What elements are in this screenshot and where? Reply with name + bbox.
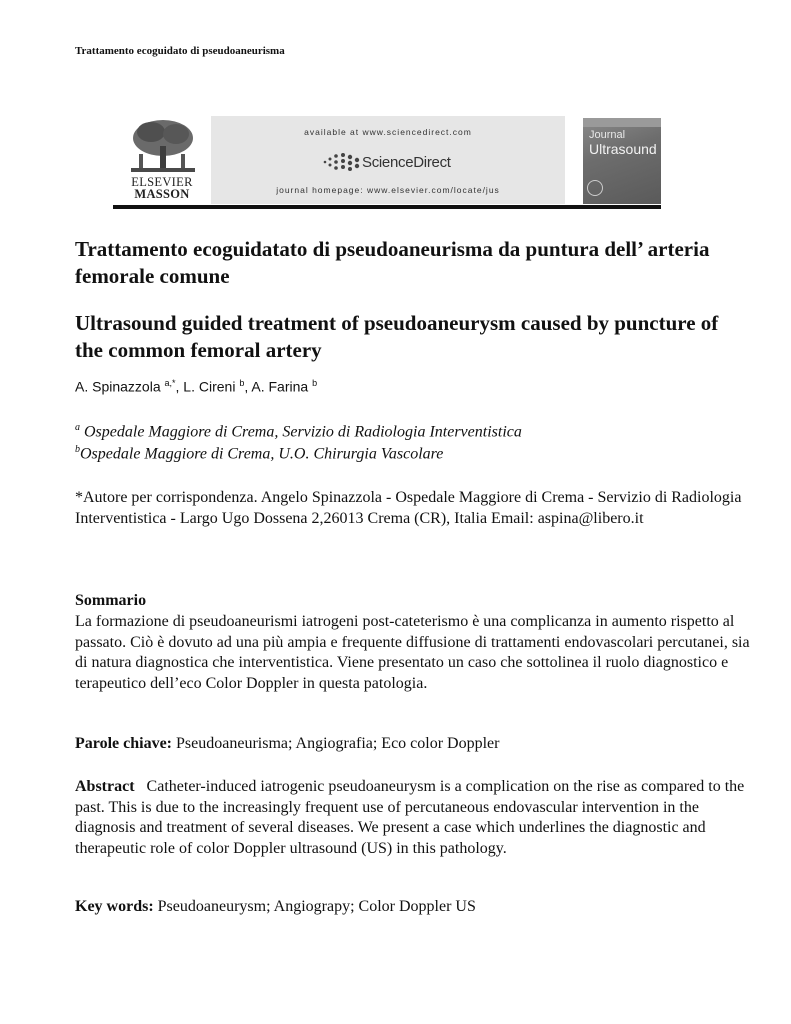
journal-homepage-text: journal homepage: www.elsevier.com/locate/jus — [276, 185, 500, 195]
sciencedirect-panel — [211, 116, 565, 204]
author-name: L. Cireni — [183, 378, 236, 395]
keywords-italian — [75, 735, 499, 753]
sommario-heading: Sommario — [75, 592, 147, 609]
title-english: Ultrasound guided treatment of pseudoaneurysm caused by puncture of the common femoral artery — [75, 311, 719, 362]
publisher-name-line1: ELSEVIER — [131, 175, 193, 189]
affiliation-text: Ospedale Maggiore di Crema, Servizio di Radiologia Interventistica — [84, 423, 522, 441]
author-affiliation-mark: b — [312, 378, 318, 388]
author-list: A. Spinazzola $^{a,*}$, L. Cireni $^b$, A. Farina $^b$ — [75, 378, 318, 395]
author-name: A. Spinazzola — [75, 378, 161, 395]
sciencedirect-logo — [321, 151, 451, 173]
affiliation-mark: b — [75, 444, 80, 455]
affiliation-mark: a — [75, 422, 80, 433]
affiliation-b — [75, 444, 443, 463]
elsevier-masson-logo — [113, 116, 211, 204]
keywords-text: Pseudoaneurysm; Angiograpy; Color Doppler US — [153, 898, 476, 915]
keywords-label: Key words: — [75, 898, 154, 915]
journal-banner — [113, 116, 661, 210]
abstract-body: Catheter-induced iatrogenic pseudoaneurysm is a complication on the rise as compared to the past. This is due to the increasingly frequent use of percutaneous endovascular intervention in the diagnosis and treatment of several diseases. We present a case which underlines the diagnostic and therapeutic role of color Doppler ultrasound (US) in this pathology. — [75, 778, 745, 857]
abstract — [75, 777, 755, 859]
author-affiliation-mark: a,* — [164, 378, 176, 388]
sciencedirect-dots-icon — [321, 151, 361, 173]
affiliation-a — [75, 422, 522, 441]
journal-cover — [565, 116, 661, 204]
running-header: Trattamento ecoguidato di pseudoaneurisma — [75, 45, 285, 57]
journal-cover-image — [583, 118, 661, 204]
cover-title-line2: Ultrasound — [589, 141, 657, 157]
corresponding-author: *Autore per corrispondenza. Angelo Spinazzola - Ospedale Maggiore di Crema - Servizio di Radiologia Interventistica - Largo Ugo Dossena 2,26013 Crema (CR), Italia Email: aspina@libero.it — [75, 489, 742, 527]
sciencedirect-wordmark: ScienceDirect — [362, 153, 451, 171]
abstract-label: Abstract — [75, 778, 135, 795]
elsevier-tree-icon — [121, 118, 203, 174]
banner-divider — [113, 205, 661, 209]
sommario-body: La formazione di pseudoaneurismi iatrogeni post-cateterismo è una complicanza in aumento rispetto al passato. Ciò è dovuto ad una più ampia e frequente diffusione di trattamenti endovascolari percutanei, sia di natura diagnostica che interventistica. Viene presentato un caso che sottolinea il ruolo diagnostico e terapeutico dell’eco Color Doppler in questa patologia. — [75, 613, 750, 692]
available-at-text: available at www.sciencedirect.com — [304, 127, 472, 137]
cover-emblem-icon — [587, 180, 603, 196]
keywords-english — [75, 898, 476, 916]
author-affiliation-mark: b — [239, 378, 245, 388]
publisher-name-line2: MASSON — [134, 187, 190, 201]
author-name: A. Farina — [251, 378, 309, 395]
keywords-label: Parole chiave: — [75, 735, 173, 752]
affiliation-text: Ospedale Maggiore di Crema, U.O. Chirurgia Vascolare — [80, 445, 444, 463]
title-italian: Trattamento ecoguidatato di pseudoaneurisma da puntura dell’ arteria femorale comune — [75, 237, 710, 288]
cover-title-line1: Journal — [589, 129, 626, 141]
keywords-text: Pseudoaneurisma; Angiografia; Eco color Doppler — [172, 735, 500, 752]
